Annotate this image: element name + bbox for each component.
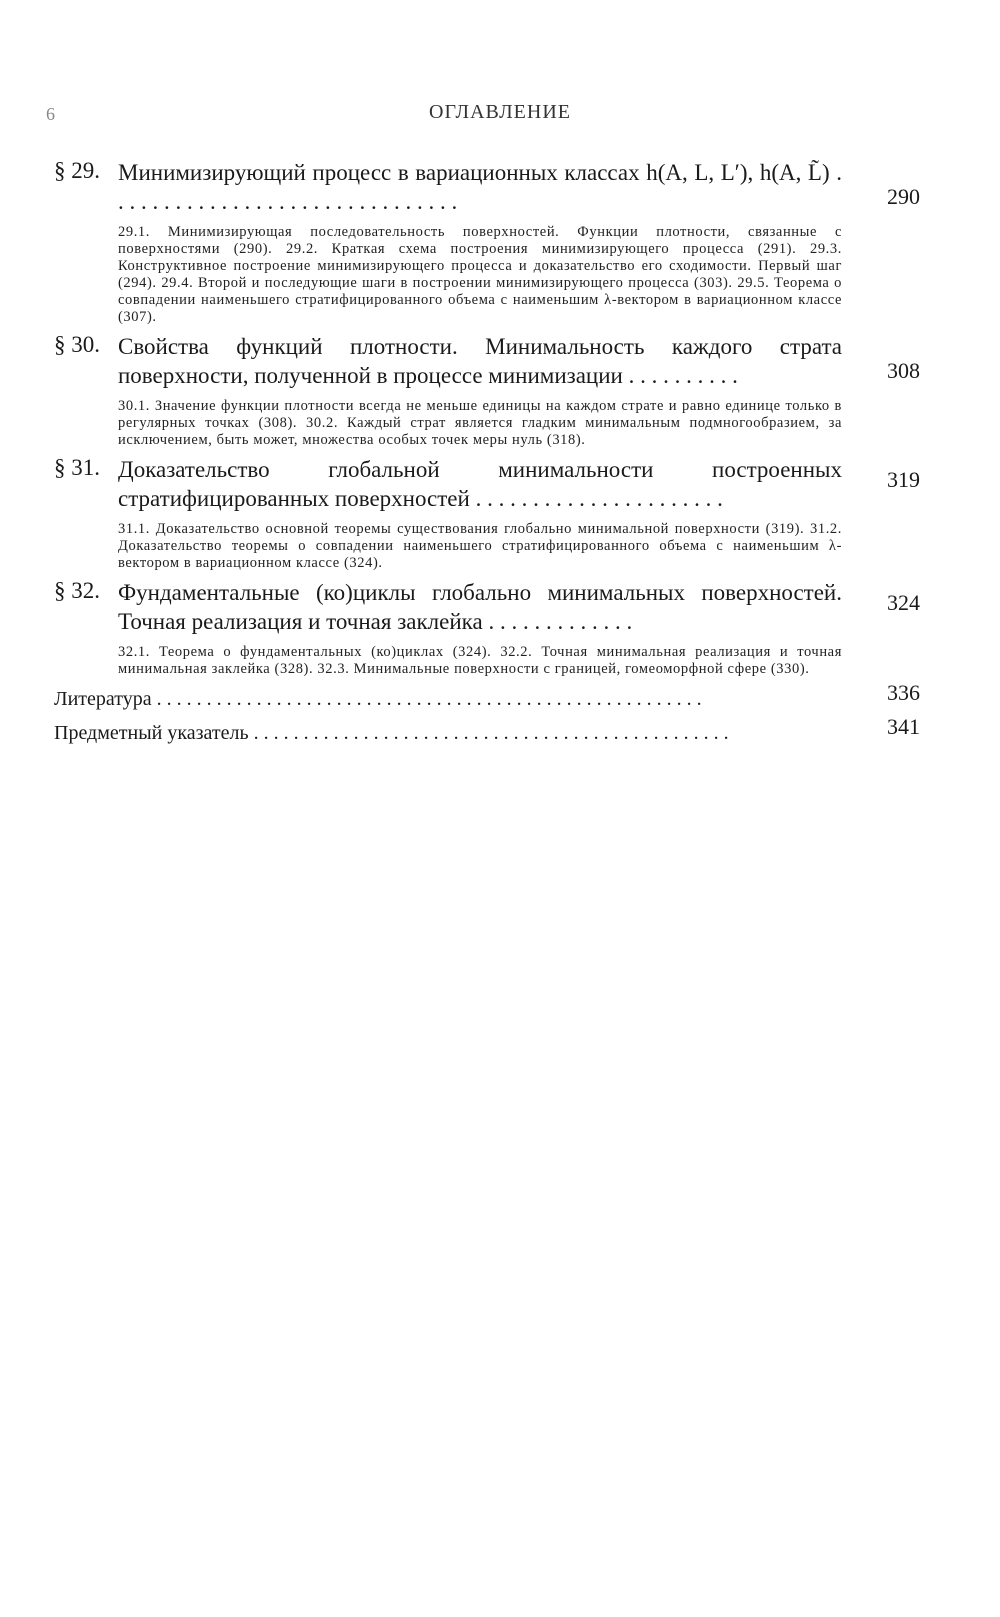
table-of-contents [54, 158, 934, 746]
entry-label: Предметный указатель [54, 722, 249, 744]
section-number: § 31. [54, 455, 100, 480]
page-title: ОГЛАВЛЕНИЕ [429, 101, 571, 123]
section-page: 324 [887, 590, 920, 615]
section-number: § 30. [54, 332, 100, 357]
toc-section [54, 332, 934, 449]
section-page: 308 [887, 358, 920, 383]
section-title: Свойства функций плотности. Минимальность каждого страта поверхности, полученной в процессе минимизации . . . . . . . . . . [118, 334, 842, 388]
section-summary: 30.1. Значение функции плотности всегда не меньше единицы на каждом страте и равно единице только в регулярных точках (308). 30.2. Каждый страт является гладким минимальным подмногообразием, за исключением, быть может, множества особых точек меры нуль (318). [118, 398, 842, 448]
section-number: § 29. [54, 158, 100, 183]
page-number: 6 [46, 104, 55, 124]
section-summary: 31.1. Доказательство основной теоремы существования глобально минимальной поверхности (319). 31.2. Доказательство теоремы о совпадении наименьшего стратифицированного объема с наименьшим λ-вектором в вариационном классе (324). [118, 521, 842, 571]
section-summary: 32.1. Теорема о фундаментальных (ко)циклах (324). 32.2. Точная минимальная реализация и точная минимальная заклейка (328). 32.3. Минимальные поверхности с границей, гомеоморфной сфере (330). [118, 644, 842, 677]
section-page: 290 [887, 184, 920, 209]
entry-page: 341 [887, 714, 920, 739]
section-title: Фундаментальные (ко)циклы глобально минимальных поверхностей. Точная реализация и точная заклейка . . . . . . . . . . . . . [118, 580, 842, 634]
section-page: 319 [887, 467, 920, 492]
entry-page: 336 [887, 680, 920, 705]
toc-entry-index: Предметный указатель . . . . . . . . . . . . . . . . . . . . . . . . . . . . . . . . . . . . . . . . . . . . . . . . 341 [54, 714, 920, 744]
toc-section [54, 578, 934, 678]
section-number: § 32. [54, 578, 100, 603]
toc-section [54, 455, 934, 572]
section-title: Минимизирующий процесс в вариационных классах h(A, L, L′), h(A, L̃) . . . . . . . . . . . . . . . . . . . . . . . . . . . . . . . [118, 160, 843, 214]
toc-entry-literature: Литература . . . . . . . . . . . . . . . . . . . . . . . . . . . . . . . . . . . . . . . . . . . . . . . . . . . . . . . 336 [54, 680, 920, 710]
entry-label: Литература [54, 688, 152, 710]
section-title: Доказательство глобальной минимальности построенных стратифицированных поверхностей . . . . . . . . . . . . . . . . . . . . . . [118, 457, 842, 511]
toc-section [54, 158, 934, 326]
section-summary: 29.1. Минимизирующая последовательность поверхностей. Функции плотности, связанные с поверхностями (290). 29.2. Краткая схема построения минимизирующего процесса (291). 29.3. Конструктивное построение минимизирующего процесса и доказательство его сходимости. Первый шаг (294). 29.4. Второй и последующие шаги в построении минимизирующего процесса (303). 29.5. Теорема о совпадении наименьшего стратифицированного объема с наименьшим λ-вектором в вариационном классе (307). [118, 224, 842, 325]
